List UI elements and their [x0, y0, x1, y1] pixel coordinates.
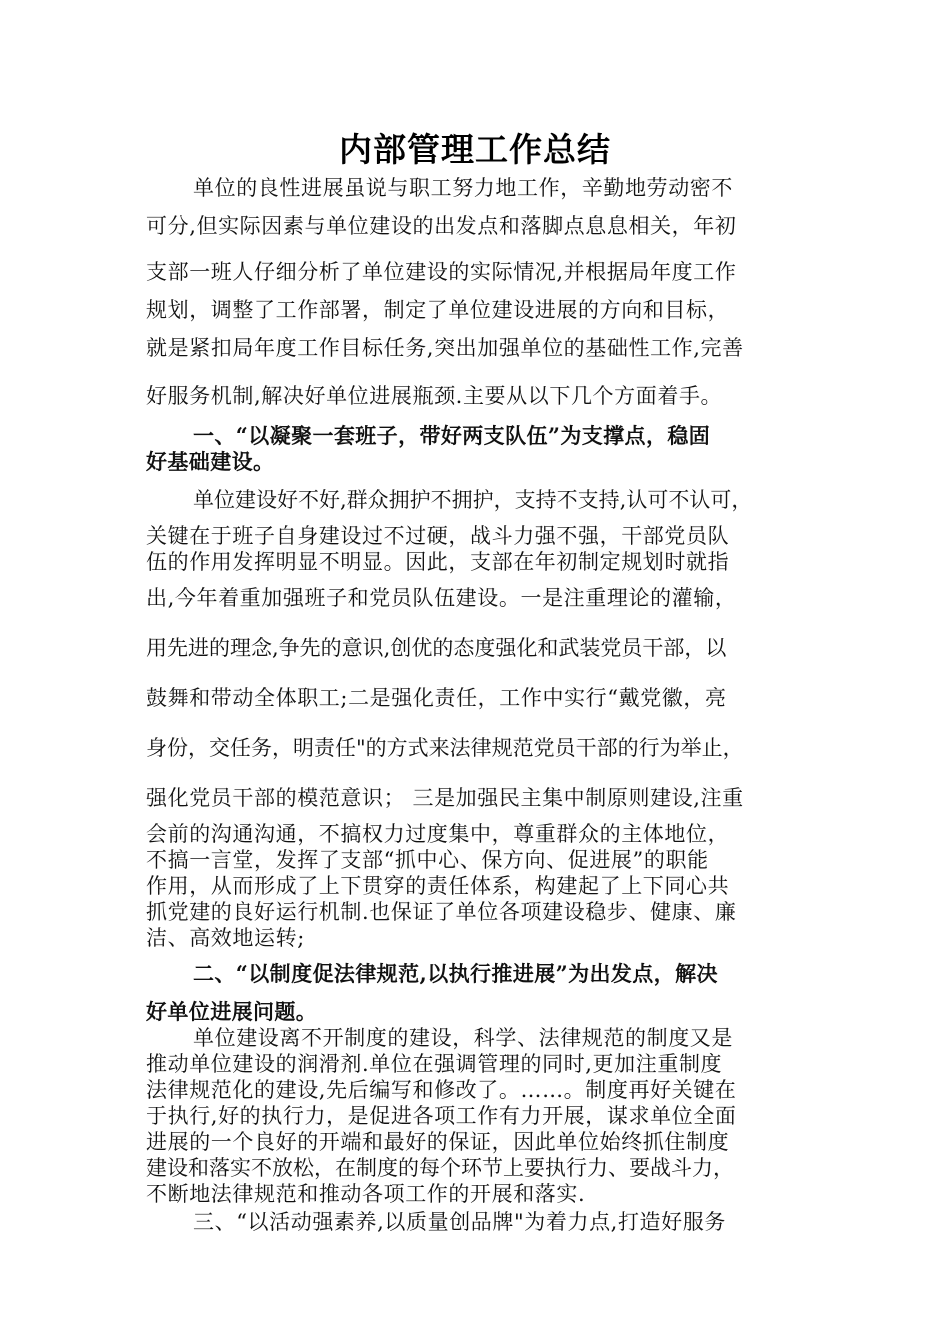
paragraph-line: 作用，从而形成了上下贯穿的责任体系，构建起了上下同心共 [146, 874, 730, 898]
paragraph-line: 会前的沟通沟通，不搞权力过度集中，尊重群众的主体地位， [146, 822, 730, 846]
paragraph-line: 建设和落实不放松，在制度的每个环节上要执行力、要战斗力， [146, 1156, 734, 1180]
paragraph-line: 支部一班人仔细分析了单位建设的实际情况,并根据局年度工作 [146, 260, 737, 284]
paragraph-line: 单位建设好不好,群众拥护不拥护，支持不支持,认可不认可， [193, 488, 753, 512]
paragraph-line: 鼓舞和带动全体职工;二是强化责任，工作中实行“戴党徽，亮 [146, 686, 727, 710]
paragraph-line: 洁、高效地运转; [146, 926, 305, 950]
paragraph-line: 用先进的理念,争先的意识,创优的态度强化和武装党员干部，以 [146, 636, 727, 660]
paragraph-line: 推动单位建设的润滑剂.单位在强调管理的同时,更加注重制度 [146, 1052, 723, 1076]
paragraph-line: 身份，交任务，明责任"的方式来法律规范党员干部的行为举止， [146, 736, 744, 760]
paragraph-line: 就是紧扣局年度工作目标任务,突出加强单位的基础性工作,完善 [146, 336, 744, 360]
section-heading-line: 一、“以凝聚一套班子，带好两支队伍”为支撑点，稳固 [193, 423, 711, 448]
paragraph-line: 强化党员干部的模范意识； 三是加强民主集中制原则建设,注重 [146, 786, 744, 810]
paragraph-line: 出,今年着重加强班子和党员队伍建设。一是注重理论的灌输， [146, 586, 737, 610]
paragraph-line: 规划，调整了工作部署，制定了单位建设进展的方向和目标， [146, 298, 730, 322]
paragraph-line: 关键在于班子自身建设过不过硬，战斗力强不强，干部党员队 [146, 524, 730, 548]
paragraph-line: 单位的良性进展虽说与职工努力地工作，辛勤地劳动密不 [193, 176, 733, 200]
document-title: 内部管理工作总结 [339, 130, 611, 169]
paragraph-line: 抓党建的良好运行机制.也保证了单位各项建设稳步、健康、廉 [146, 900, 737, 924]
paragraph-line: 不搞一言堂，发挥了支部“抓中心、保方向、促进展”的职能 [146, 848, 709, 872]
paragraph-line: 三、“以活动强素养,以质量创品牌"为着力点,打造好服务 [193, 1210, 726, 1234]
paragraph-line: 好服务机制,解决好单位进展瓶颈.主要从以下几个方面着手。 [146, 384, 723, 408]
paragraph-line: 伍的作用发挥明显不明显。因此，支部在年初制定规划时就指 [146, 550, 730, 574]
paragraph-line: 单位建设离不开制度的建设，科学、法律规范的制度又是 [193, 1026, 733, 1050]
paragraph-line: 不断地法律规范和推动各项工作的开展和落实. [146, 1182, 586, 1206]
section-heading-line: 二、“以制度促法律规范,以执行推进展”为出发点，解决 [193, 961, 718, 986]
section-heading-line: 好基础建设。 [146, 449, 275, 474]
paragraph-line: 可分,但实际因素与单位建设的出发点和落脚点息息相关，年初 [146, 214, 737, 238]
section-heading-line: 好单位进展问题。 [146, 999, 318, 1024]
paragraph-line: 于执行,好的执行力，是促进各项工作有力开展，谋求单位全面 [146, 1104, 737, 1128]
paragraph-line: 法律规范化的建设,先后编写和修改了。……。制度再好关键在 [146, 1078, 737, 1102]
paragraph-line: 进展的一个良好的开端和最好的保证，因此单位始终抓住制度 [146, 1130, 730, 1154]
